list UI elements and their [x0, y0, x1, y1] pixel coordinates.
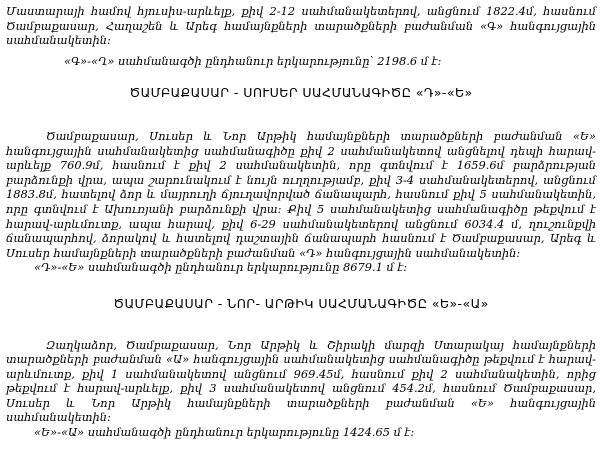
- paragraph-boundary-e-a: Զաղկաձոր, Ծամբաքասար, Նոր Արթիկ և Շիրակի մարզի Ստարակայ համայնքների տարածքների բաժանման «Ա» հանգույցային սահմանակետից սահմանագիծը թեքվում է հարավ-արևմուտք, քիվ 1 սահմանակետով անցնում 969.45մ, հասնում քիվ 2 սահմանակետին, որից թեքվում է հարավ-արևելք, քիվ 3 սահմանակետով անցնում 454.2մ, հասնում Ծամբաքասար, Սուսեր և Նոր Արթիկ համայնքների տարածքների բաժանման «Ե» հանգույցային սահմանակետին:: [6, 337, 596, 425]
- summary-length-e-a: «Ե»-«Ա» սահմանագծի ընդհանուր երկարությունը 1424.65 մ է:: [34, 425, 415, 440]
- paragraph-boundary-g-continuation: Մաստարայի համով հյուսիս-արևելք, քիվ 2-12 սահմանակետերով, անցնում 1822.4մ, հասնում Ծամբաքասար, Հաղաշեն և Արեգ համայնքների տարածքների բաժանման «Գ» հանգույցային սահմանակետին:: [6, 4, 596, 48]
- summary-length-g: «Գ»-«Ղ» սահմանագծի ընդհանուր երկարությունը՝ 2198.6 մ է:: [64, 53, 442, 68]
- section-heading-tsambakasar-suser: ԾԱՄԲԱՔԱՍԱՐ - ՍՈՒՍԵՐ ՍԱՀՄԱՆԱԳԻԾԸ «Դ»-«Ե»: [129, 85, 473, 101]
- paragraph-boundary-d-e: Ծամբաքասար, Սուսեր և Նոր Արթիկ համայնքների տարածքների բաժանման «Ե» հանգույցային սահմանակետից սահմանագիծը քիվ 2 սահմանակետով անցնելով դեպի հարավ-արևելք 760.9մ, հասնում է քիվ 2 սահմանակետին, որը գտնվում է 1659.6մ բարձրության բարձունքի վրա, ապա շարունակում է նույն ուղղությամբ, քիվ 3-4 սահմանակետերով, անցնում 1883.8մ, հատելով ձոր և մայրուղի ճյուղավորված ճանապարհ, հասնում քիվ 5 սահմանակետին, որը գտնվում է Ախուռյանի բարձունքի վրա: Քիվ 5 սահմանակետից սահմանագիծը թեքվում է հարավ-արևմուտք, ապա հարավ, քիվ 6-29 սահմանակետերով անցնում 6034.4 մ, ղուշունքվի ճանապարհով, ձորակով և հատելով դաշտային ճանապարհ հասնում է Ծամբաքասար, Արեգ և Սուսեր համայնքների տարածքների բաժանման «Դ» հանգույցային սահմանակետին:: [6, 128, 596, 260]
- section-heading-tsambakasar-nor-artik: ԾԱՄԲԱՔԱՍԱՐ - ՆՈՐ- ԱՐԹԻԿ ՍԱՀՄԱՆԱԳԻԾԸ «Ե»-«Ա»: [113, 295, 489, 311]
- summary-length-d-e: «Դ»-«Ե» սահմանագծի ընդհանուր երկարությունը 8679.1 մ է:: [34, 260, 408, 275]
